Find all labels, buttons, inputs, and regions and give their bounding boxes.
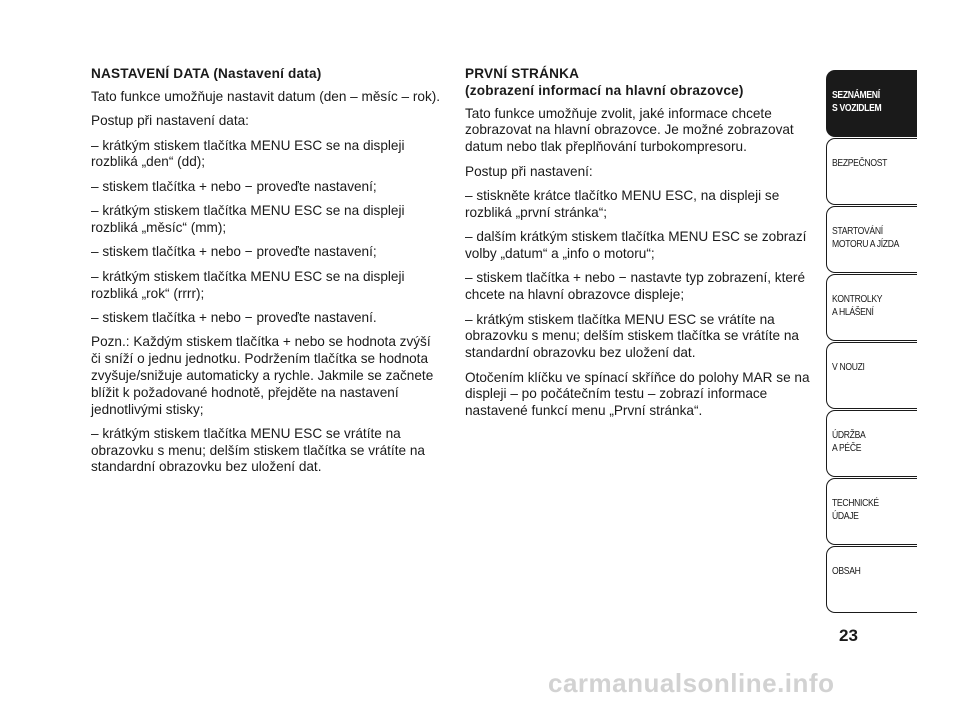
tab-warning-lights[interactable] xyxy=(826,274,917,341)
list-item: – stiskněte krátce tlačítko MENU ESC, na displeji se rozbliká „první stránka“; xyxy=(465,187,780,220)
tab-label: STARTOVÁNÍ MOTORU A JÍZDA xyxy=(832,225,900,250)
tab-emergency[interactable] xyxy=(826,342,917,409)
note-paragraph: Pozn.: Každým stiskem tlačítka + nebo se hodnota zvýší či sníží o jednu jednotku. Podržením tlačítka se hodnota zvyšuje/snižuje automaticky a rychle. Jakmile se začnete blížit k požadované hodnotě, přejděte na nastavení jednotlivými stisky; xyxy=(91,334,434,417)
tab-safety[interactable] xyxy=(826,138,917,205)
paragraph: Tato funkce umožňuje nastavit datum (den – měsíc – rok). xyxy=(91,88,441,104)
watermark: carmanualsonline.info xyxy=(548,668,835,698)
tab-maintenance[interactable] xyxy=(826,410,917,477)
right-column xyxy=(465,66,817,428)
list-item: – stiskem tlačítka + nebo − proveďte nastavení; xyxy=(91,244,377,260)
section-heading-date-setting: NASTAVENÍ DATA (Nastavení data) xyxy=(91,66,322,81)
tab-contents[interactable] xyxy=(826,546,917,613)
tab-introduction[interactable] xyxy=(826,70,917,137)
heading-line: PRVNÍ STRÁNKA xyxy=(465,66,580,81)
tab-label: BEZPEČNOST xyxy=(832,157,888,169)
list-item: – krátkým stiskem tlačítka MENU ESC se vrátíte na obrazovku s menu; delším stiskem tlačítka se vrátíte na standardní obrazovku bez uložení dat. xyxy=(91,425,425,475)
chapter-tabs xyxy=(826,70,917,614)
list-item: – stiskem tlačítka + nebo − proveďte nastavení. xyxy=(91,309,377,325)
tab-starting-driving[interactable] xyxy=(826,206,917,273)
list-item: – stiskem tlačítka + nebo − proveďte nastavení; xyxy=(91,178,377,194)
left-column xyxy=(91,66,443,484)
section-heading-first-page xyxy=(465,66,817,100)
list-item: – krátkým stiskem tlačítka MENU ESC se vrátíte na obrazovku s menu; delším stiskem tlačítka se vrátíte na standardní obrazovku bez uložení dat. xyxy=(465,311,799,361)
tab-label: TECHNICKÉ ÚDAJE xyxy=(832,497,879,522)
list-item: – dalším krátkým stiskem tlačítka MENU ESC se zobrazí volby „datum“ a „info o motoru“; xyxy=(465,229,807,261)
tab-label: V NOUZI xyxy=(832,361,865,373)
page-number: 23 xyxy=(839,626,858,645)
tab-label: KONTROLKY A HLÁŠENÍ xyxy=(832,293,883,318)
tab-label: SEZNÁMENÍ S VOZIDLEM xyxy=(832,89,882,114)
tab-technical-data[interactable] xyxy=(826,478,917,545)
list-item: – krátkým stiskem tlačítka MENU ESC se na displeji rozbliká „rok“ (rrrr); xyxy=(91,268,405,301)
list-item: – krátkým stiskem tlačítka MENU ESC se na displeji rozbliká „měsíc“ (mm); xyxy=(91,203,405,235)
paragraph: Postup při nastavení: xyxy=(465,163,593,179)
paragraph: Tato funkce umožňuje zvolit, jaké informace chcete zobrazovat na hlavní obrazovce. Je možné zobrazovat datum nebo tlak přeplňování turbokompresoru. xyxy=(465,105,794,155)
heading-subline: (zobrazení informací na hlavní obrazovce) xyxy=(465,82,744,98)
list-item: – krátkým stiskem tlačítka MENU ESC se na displeji rozbliká „den“ (dd); xyxy=(91,137,405,170)
paragraph: Postup při nastavení data: xyxy=(91,113,249,129)
list-item: – stiskem tlačítka + nebo − nastavte typ zobrazení, které chcete na hlavní obrazovce displeje; xyxy=(465,270,806,303)
tab-label: OBSAH xyxy=(832,565,861,577)
tab-label: ÚDRŽBA A PÉČE xyxy=(832,429,866,454)
paragraph: Otočením klíčku ve spínací skříňce do polohy MAR se na displeji – po počátečním testu – zobrazí informace nastavené funkcí menu „První stránka“. xyxy=(465,369,810,419)
